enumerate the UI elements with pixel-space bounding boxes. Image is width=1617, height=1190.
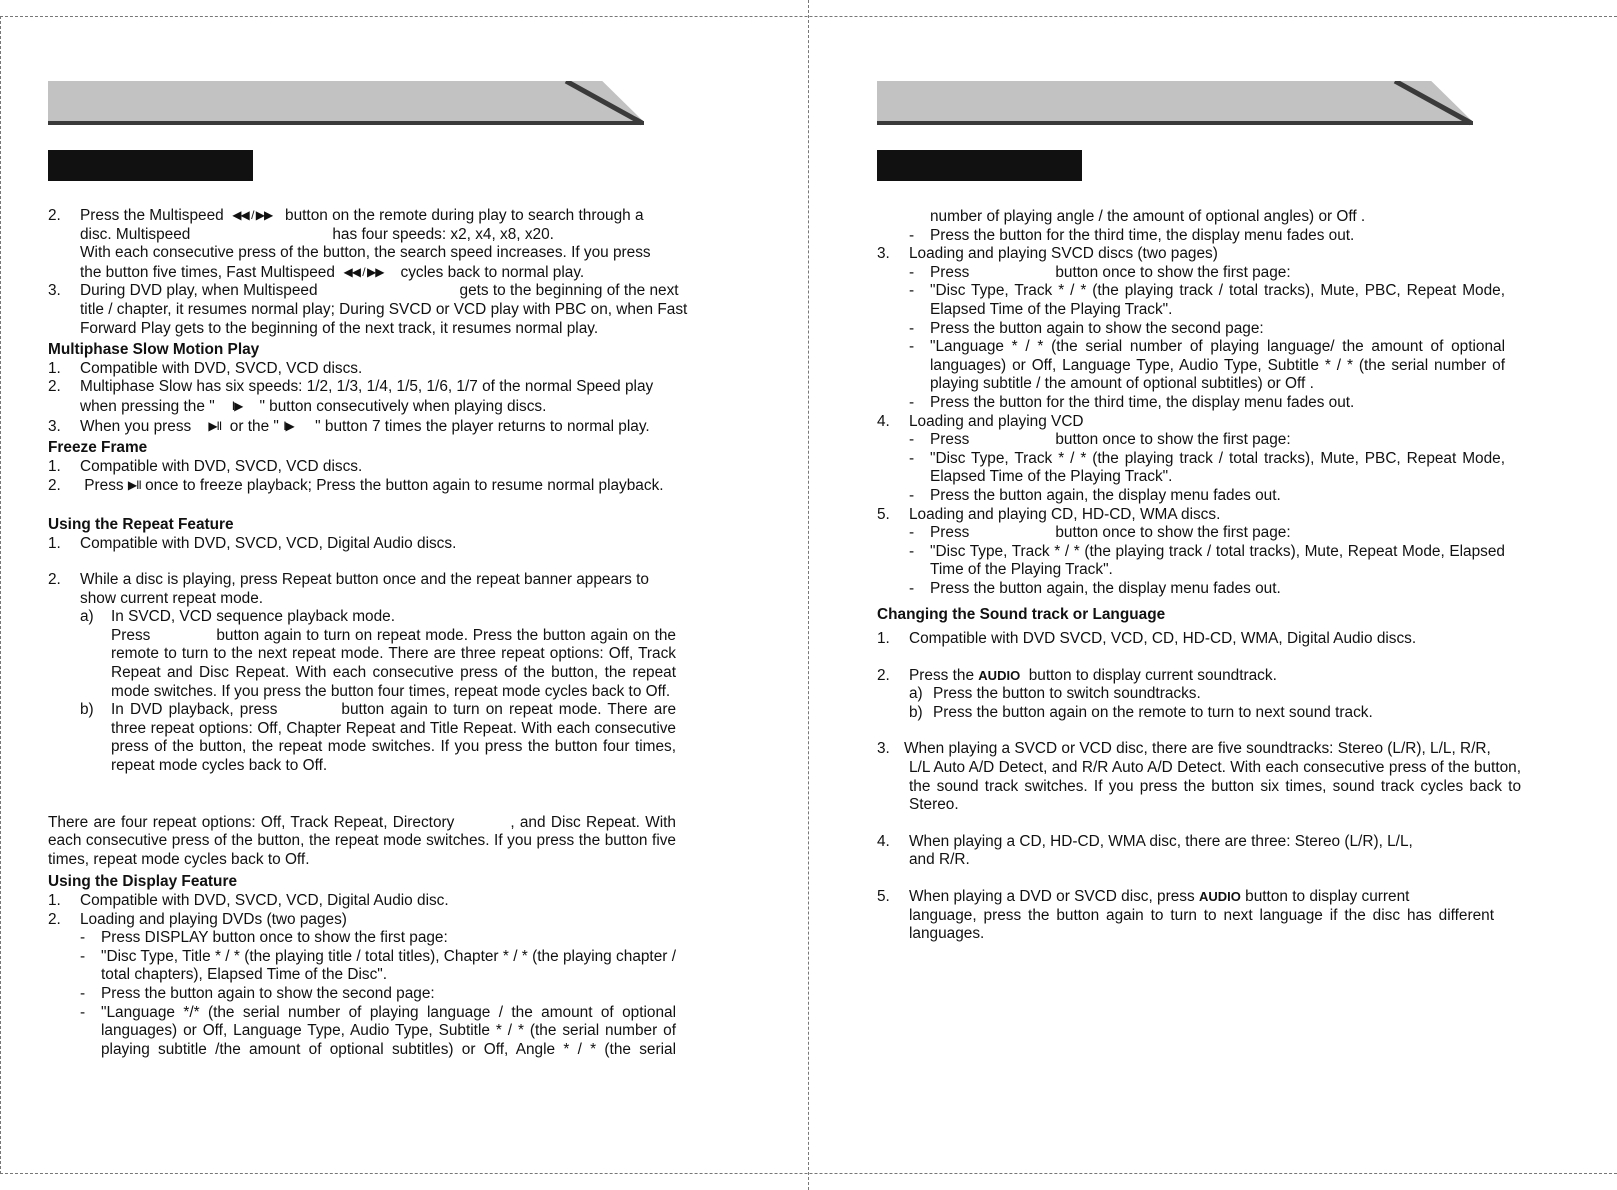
dash-item: - Press the button for the third time, the display menu fades out. [909,226,1355,244]
slow-play-icon: I▶ [231,398,243,413]
list-item: 1. Compatible with DVD SVCD, VCD, CD, HD-CD, WMA, Digital Audio discs. [877,630,1417,648]
paragraph: number of playing angle / the amount of optional angles) or Off . [930,208,1366,225]
list-item: 1. Compatible with DVD, SVCD, VCD discs. [48,457,363,475]
section-heading: Freeze Frame [48,439,148,457]
list-item: language, press the button again to turn to next language if the disc has different languages. [909,906,1494,943]
list-item: the button five times, Fast Multispeed ◀◀ / ▶▶ cycles back to normal play. [80,263,585,281]
list-item: 2. Press the AUDIO button to display current soundtrack. [877,666,1277,684]
left-header-banner [48,81,644,125]
repeat-sub-b: b) In DVD playback, press button again to turn on repeat mode. There are three repeat options: Off, Chapter Repeat and Title Repeat. With each consecutive press of the button, the repeat mode switches. If you press the button four times, repeat mode cycles back to Off. [80,701,676,775]
audio-button-label: AUDIO [1198,889,1241,904]
right-section-label-bar [877,150,1082,181]
list-item: 5. When playing a DVD or SVCD disc, press AUDIO button to display current [877,888,1410,905]
dash-item: - Press button once to show the first page: [909,431,1291,449]
list-item: Forward Play gets to the beginning of the next track, it resumes normal play. [80,319,599,337]
list-item: 2. Multiphase Slow has six speeds: 1/2, 1/3, 1/4, 1/5, 1/6, 1/7 of the normal Speed play [48,378,654,396]
section-heading: Multiphase Slow Motion Play [48,341,260,359]
list-item: title / chapter, it resumes normal play; During SVCD or VCD play with PBC on, when Fast [80,300,688,318]
dash-item: - Press button once to show the first page: [909,524,1291,542]
list-item: a) Press the button to switch soundtracks. [909,685,1201,703]
section-heading: Changing the Sound track or Language [877,606,1166,624]
dash-item: - "Disc Type, Track * / * (the playing track / total tracks), Mute, Repeat Mode, Elapsed Time of the Playing Track". [909,542,1505,579]
dash-item: - Press the button again, the display menu fades out. [909,486,1281,504]
repeat-sub-a: a) In SVCD, VCD sequence playback mode. Press button again to turn on repeat mode. Press the button again on the remote to turn to the next repeat mode. There are three repeat options: Off, Track Repeat and Disc Repeat. With each consecutive press of the button, the repeat mode switches. If you press the button four times, repeat mode cycles back to Off. [80,608,676,700]
list-item: 1. Compatible with DVD, SVCD, VCD, Digital Audio discs. [48,534,457,552]
dash-item: - Press the button for the third time, the display menu fades out. [909,393,1355,411]
dash-item: - "Disc Type, Track * / * (the playing track / total tracks), Mute, PBC, Repeat Mode, Elapsed Time of the Playing Track". [909,282,1505,318]
play-pause-icon: ▶II [208,418,222,433]
page-fold-line [808,0,809,1190]
list-item: 3. Loading and playing SVCD discs (two pages) [877,245,1218,263]
dash-item: - Press button once to show the first page: [909,263,1291,281]
dash-item: - "Language */* (the serial number of playing language / the amount of optional languages) or Off, Language Type, Audio Type, Subtitle * / * (the serial number of playing subtitle /the amount of optional subtitles) or Off, Angle * / * (the serial [80,1003,676,1058]
list-item: 3. When you press ▶II or the " I▶ " button 7 times the player returns to normal play. [48,417,650,435]
dash-item: - "Disc Type, Title * / * (the playing title / total titles), Chapter * / * (the playing chapter / total chapters), Elapsed Time of the Disc". [80,947,676,984]
section-heading: Using the Display Feature [48,873,238,891]
list-item: L/L Auto A/D Detect, and R/R Auto A/D Detect. With each consecutive press of the button, the sound track switches. If you press the button six times, sound track cycles back to Stereo. [909,759,1521,814]
list-item: b) Press the button again on the remote to turn to next sound track. [909,703,1373,721]
dash-item: - Press the button again, the display menu fades out. [909,579,1281,597]
list-item: disc. Multispeed has four speeds: x2, x4, x8, x20. [80,225,554,243]
list-item: 3. During DVD play, when Multispeed gets to the beginning of the next [48,282,679,300]
paragraph: There are four repeat options: Off, Track Repeat, Directory , and Disc Repeat. With each consecutive press of the button, the repeat mode switches. If you press the button five times, repeat mode cycles back to Off. [48,813,676,868]
dash-item: - Press DISPLAY button once to show the first page: [80,929,448,947]
list-item: 2. While a disc is playing, press Repeat button once and the repeat banner appears to [48,571,649,589]
list-item: 4. When playing a CD, HD-CD, WMA disc, there are three: Stereo (L/R), L/L, [877,832,1413,850]
list-item: show current repeat mode. [80,589,264,607]
fast-rewind-forward-icon: ◀◀ / ▶▶ [232,208,273,222]
right-page-content [877,208,1521,944]
slow-play-icon: I▶ [283,418,294,433]
list-item: 2. Loading and playing DVDs (two pages) [48,910,347,928]
list-item: 1. Compatible with DVD, SVCD, VCD discs. [48,359,363,377]
list-item: 4. Loading and playing VCD [877,412,1084,430]
play-pause-icon: ▶II [127,478,141,493]
list-item: 2. Press the Multispeed ◀◀ / ▶▶ button on the remote during play to search through a [48,207,644,224]
list-item: 5. Loading and playing CD, HD-CD, WMA discs. [877,505,1221,523]
right-header-banner [877,81,1473,125]
left-section-label-bar [48,150,253,181]
dash-item: - "Language * / * (the serial number of playing language/ the amount of optional languages) or Off, Language Type, Audio Type, Subtitle * / * (the serial number of playing subtitle / the amount of optional subtitles) or Off . [909,338,1505,393]
list-item: 2. Press ▶II once to freeze playback; Press the button again to resume normal playback. [48,477,664,495]
page-border-left [0,16,1,1174]
list-item: and R/R. [909,851,970,869]
dash-item: - Press the button again to show the second page: [909,319,1264,337]
list-item: 3. When playing a SVCD or VCD disc, there are five soundtracks: Stereo (L/R), L/L, R/R, [877,740,1491,758]
list-item: With each consecutive press of the button, the search speed increases. If you press [80,244,651,262]
dash-item: - Press the button again to show the second page: [80,984,435,1002]
left-page-content [48,206,698,1059]
dash-item: - "Disc Type, Track * / * (the playing track / total tracks), Mute, PBC, Repeat Mode, Elapsed Time of the Playing Track". [909,449,1505,486]
list-item: when pressing the " I▶ " button consecutively when playing discs. [80,397,547,415]
audio-button-label: AUDIO [978,667,1021,683]
list-item: 1. Compatible with DVD, SVCD, VCD, Digital Audio disc. [48,892,449,909]
fast-rewind-forward-icon: ◀◀ / ▶▶ [343,264,384,279]
section-heading: Using the Repeat Feature [48,515,234,533]
